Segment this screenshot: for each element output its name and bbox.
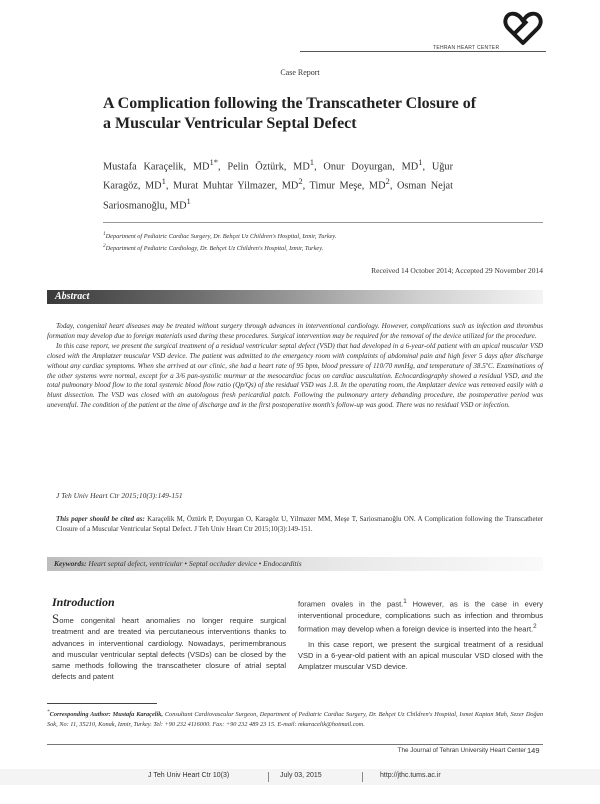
author-7: , Osman Nejat Sariosmanoğlu, MD [103,180,453,212]
footer-journal-name: The Journal of Tehran University Heart Center [397,747,526,754]
cite-as-text: Karaçelik M, Öztürk P, Doyurgan O, Karagöz U, Yilmazer MM, Meşe T, Sariosmanoğlu ON. A Complication following the Transcatheter Closure of a Muscular Ventricular Septal Defect. J Teh Univ Heart Ctr 2015;10(3):149-151. [56,515,544,533]
abstract-paragraph-1: Today, congenital heart diseases may be treated without surgery through advances in interventional cardiology. However, complications such as infection and thrombus formation may develop due to foreign materials used during these procedures. Surgical intervention may be required for the removal of the device utilized for the procedure. [47,322,543,340]
reference-2-link[interactable]: 2 [533,623,537,631]
footer-url-link[interactable]: http://jthc.tums.ac.ir [380,772,441,779]
corresponding-author [47,708,543,729]
keywords-text: Heart septal defect, ventricular • Septal occluder device • Endocarditis [86,559,302,568]
footnote-star: * [47,709,50,715]
affiliation-1-sup: 1 [103,231,106,237]
author-1: Mustafa Karaçelik, MD [103,161,210,173]
footer-volume: J Teh Univ Heart Ctr 10(3) [148,772,230,779]
affiliation-2-text: Department of Pediatric Cardiology, Dr. Behçet Uz Children's Hospital, Izmir, Turkey. [105,244,324,252]
author-3-sup: 1 [418,157,423,167]
abstract-body [47,322,543,411]
affiliation-2-sup: 2 [103,242,106,249]
title-line-1: A Complication following the Transcatheter Closure of [103,95,477,112]
author-6: , Timur Meşe, MD [302,180,386,192]
footer-rule [47,744,543,745]
intro-column-left [52,613,286,683]
author-2-sup: 1 [309,157,315,167]
header-rule [300,51,546,52]
footnote-label: Corresponding Author: [49,711,111,719]
journal-logo-icon [503,10,543,46]
author-3: , Onur Doyurgan, MD [314,161,419,173]
abstract-header-bar [47,290,543,304]
introduction-heading: Introduction [52,595,115,609]
intro-paragraph-2 [298,596,543,635]
affiliation-2 [103,242,543,254]
cite-as-label: This paper should be cited as: [56,515,145,523]
affiliation-1-text: Department of Pediatric Cardiac Surgery, Dr. Behçet Uz Children's Hospital, Izmir, Turkey. [105,233,337,241]
author-6-sup: 2 [385,176,390,187]
author-5-sup: 2 [298,176,303,187]
abstract-heading: Abstract [55,291,90,302]
footnote-text: Consultant Cardiovascular Surgeon, Department of Pediatric Cardiac Surgery, Dr. Behçet Uz Children's Hospital, Ismet Kaptan Mah, Sezer Doğan Sok, No: 11, 35210, Konak, Izmir, Turkey. Tel: +90 232 4116000. Fax: +90 232 489 23 15. E-mail: mkaracelik@hotmail.com. [47,711,543,728]
keywords-label: Keywords: [54,559,87,568]
author-7-sup: 1 [186,195,191,206]
intro-paragraph-3: In this case report, we present the surgical treatment of a residual VSD in a 6-year-old patient with an apical muscular VSD closed with the Amplatzer muscular VSD device. [298,639,543,672]
affiliation-1 [103,230,543,242]
footnote-rule [47,703,157,704]
intro-paragraph-2a: foramen ovales in the past. [298,599,404,609]
author-list [103,155,453,213]
author-2: , Pelin Öztürk, MD [218,161,310,173]
author-4-sup: 1 [161,176,166,187]
author-1-sup: 1* [209,157,219,167]
reference-1-link[interactable]: 1 [403,598,407,605]
intro-paragraph-2b: However, as is the case in every interventional procedure, complications such as infection and thrombus formation may develop when a foreign device is inserted into the heart. [298,599,543,634]
footer-date: July 03, 2015 [280,772,322,779]
page-number: 149 [527,746,540,755]
title-line-2: a Muscular Ventricular Septal Defect [103,115,357,132]
journal-tag: TEHRAN HEART CENTER [433,45,500,51]
footer-separator-1 [268,772,269,782]
affiliation-rule [103,222,543,223]
intro-column-right [298,596,543,673]
article-title [103,94,553,134]
cite-as [56,514,543,534]
article-type: Case Report [280,68,320,77]
keywords [54,557,302,571]
intro-paragraph-1 [52,613,286,683]
drop-cap: S [52,611,60,626]
footer-separator-2 [362,772,363,782]
abstract-paragraph-2: In this case report, we present the surgical treatment of a residual ventricular septal defect (VSD) that had developed in a 6-year-old patient with an apical muscular VSD closed with the Amplatzer muscular VSD device. The patient was admitted to the emergency room with complaints of abdominal pain and high fever 5 days after discharge without any cardiac symptoms. When she arrived at our clinic, she had a heart rate of 95 bpm, blood pressure of 110/70 mmHg, and temperature of 38.5ºC. Examinations of the other systems were normal, except for a 3/6 pan-systolic murmur at the mesocardiac focus on cardiac auscultation. Echocardiography showed a residual VSD, and the total pulmonary blood flow to the total systemic blood flow ratio (Qp/Qs) of the residual VSD was 1.8. In the operating room, the Amplatzer device was removed easily with a blunt dissection. The VSD was closed with an autologous fresh pericardial patch. Following the pulmonary artery debanding procedure, the postoperative period was uneventful. The condition of the patient at the time of discharge and in the first postoperative month's follow-up was good. There was no residual VSD or infection. [47,341,543,410]
intro-paragraph-1-text: ome congenital heart anomalies no longer require surgical treatment and are treated via percutaneous interventions thanks to advances in interventional cardiology. Nowadays, perimembranous and muscular ventricular septal defects (VSDs) can be closed by the same methods following the transcatheter closure of atrial septal defects and patent [52,616,286,682]
footnote-name: Mustafa Karaçelik, [110,711,163,719]
affiliations [103,230,543,253]
received-dates: Received 14 October 2014; Accepted 29 November 2014 [371,266,543,275]
author-4: , Uğur Karagöz, MD [103,161,454,192]
journal-citation: J Teh Univ Heart Ctr 2015;10(3):149-151 [56,491,183,500]
author-5: , Murat Muhtar Yilmazer, MD [165,180,299,192]
